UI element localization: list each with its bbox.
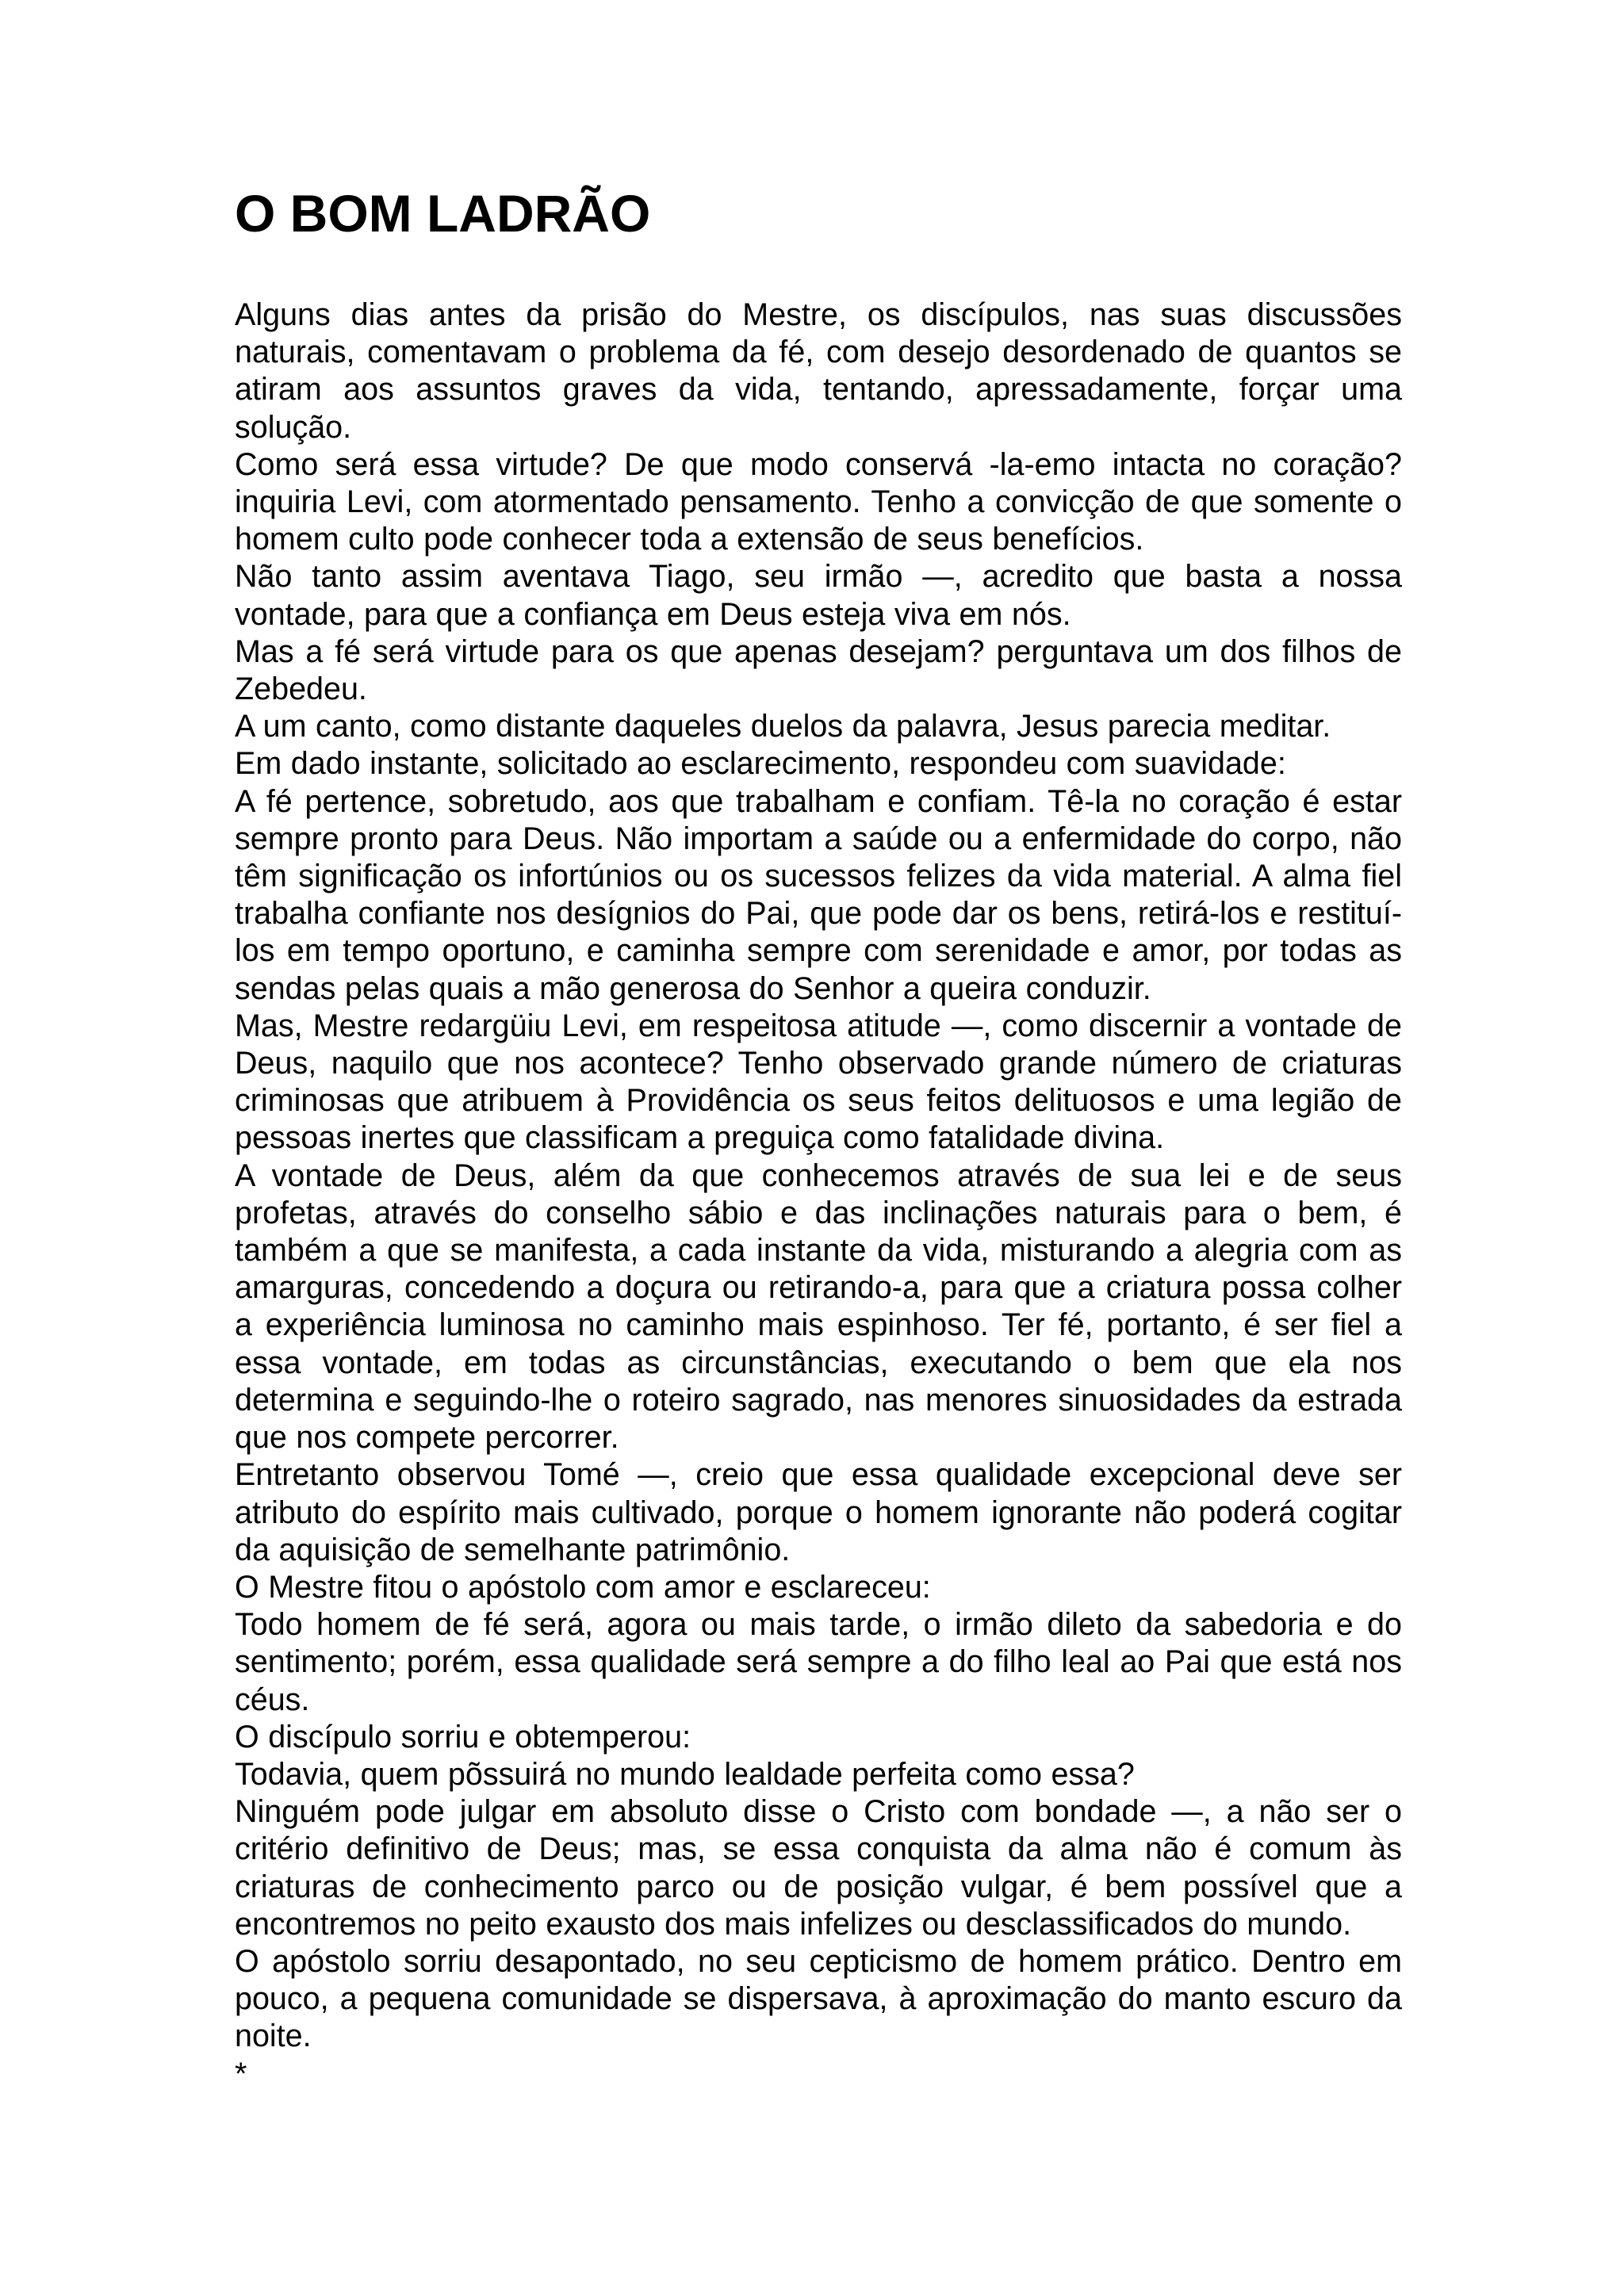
paragraph: Todavia, quem põssuirá no mundo lealdade perfeita como essa? bbox=[235, 1756, 1135, 1792]
paragraph: Não tanto assim aventava Tiago, seu irmão —, acredito que basta a nossa vontade, para que a confiança em Deus esteja viva em nós. bbox=[235, 559, 1402, 632]
chapter-body bbox=[235, 297, 1402, 2093]
paragraph: Alguns dias antes da prisão do Mestre, os discípulos, nas suas discussões naturais, comentavam o problema da fé, com desejo desordenado de quantos se atiram aos assuntos graves da vida, tentando, apressadamente, forçar uma solução. bbox=[235, 297, 1402, 445]
paragraph: Todo homem de fé será, agora ou mais tarde, o irmão dileto da sabedoria e do sentimento; porém, essa qualidade será sempre a do filho leal ao Pai que está nos céus. bbox=[235, 1607, 1402, 1717]
chapter-title: O BOM LADRÃO bbox=[235, 184, 651, 243]
paragraph: O discípulo sorriu e obtemperou: bbox=[235, 1719, 691, 1755]
paragraph: Em dado instante, solicitado ao esclarecimento, respondeu com suavidade: bbox=[235, 746, 1286, 782]
paragraph: Mas, Mestre redargüiu Levi, em respeitosa atitude —, como discernir a vontade de Deus, naquilo que nos acontece? Tenho observado grande número de criaturas criminosas que atribuem à Providência os seus feitos delituosos e uma legião de pessoas inertes que classificam a preguiça como fatalidade divina. bbox=[235, 1008, 1402, 1156]
section-end-mark: * bbox=[235, 2056, 247, 2091]
paragraph: O apóstolo sorriu desapontado, no seu cepticismo de homem prático. Dentro em pouco, a pequena comunidade se dispersava, à aproximação do manto escuro da noite. bbox=[235, 1943, 1402, 2054]
paragraph: Como será essa virtude? De que modo conservá -la-emo intacta no coração? inquiria Levi, com atormentado pensamento. Tenho a convicção de que somente o homem culto pode conhecer toda a extensão de seus benefícios. bbox=[235, 446, 1402, 557]
paragraph: Mas a fé será virtude para os que apenas desejam? perguntava um dos filhos de Zebedeu. bbox=[235, 633, 1402, 707]
paragraph: A vontade de Deus, além da que conhecemos através de sua lei e de seus profetas, através do conselho sábio e das inclinações naturais para o bem, é também a que se manifesta, a cada instante da vida, misturando a alegria com as amarguras, concedendo a doçura ou retirando-a, para que a criatura possa colher a experiência luminosa no caminho mais espinhoso. Ter fé, portanto, é ser fiel a essa vontade, em todas as circunstâncias, executando o bem que ela nos determina e seguindo-lhe o roteiro sagrado, nas menores sinuosidades da estrada que nos compete percorrer. bbox=[235, 1158, 1402, 1456]
paragraph: A um canto, como distante daqueles duelos da palavra, Jesus parecia meditar. bbox=[235, 709, 1331, 744]
paragraph: Ninguém pode julgar em absoluto disse o Cristo com bondade —, a não ser o critério definitivo de Deus; mas, se essa conquista da alma não é comum às criaturas de conhecimento parco ou de posição vulgar, é bem possível que a encontremos no peito exausto dos mais infelizes ou desclassificados do mundo. bbox=[235, 1794, 1402, 1942]
paragraph: A fé pertence, sobretudo, aos que trabalham e confiam. Tê-la no coração é estar sempre pronto para Deus. Não importam a saúde ou a enfermidade do corpo, não têm significação os infortúnios ou os sucessos felizes da vida material. A alma fiel trabalha confiante nos desígnios do Pai, que pode dar os bens, retirá-los e restituílos em tempo oportuno, e caminha sempre com serenidade e amor, por todas as sendas pelas quais a mão generosa do Senhor a queira conduzir. bbox=[235, 783, 1402, 1006]
paragraph: O Mestre fitou o apóstolo com amor e esclareceu: bbox=[235, 1569, 931, 1605]
paragraph: Entretanto observou Tomé —, creio que essa qualidade excepcional deve ser atributo do espírito mais cultivado, porque o homem ignorante não poderá cogitar da aquisição de semelhante patrimônio. bbox=[235, 1457, 1402, 1567]
document-page bbox=[235, 0, 1402, 2296]
